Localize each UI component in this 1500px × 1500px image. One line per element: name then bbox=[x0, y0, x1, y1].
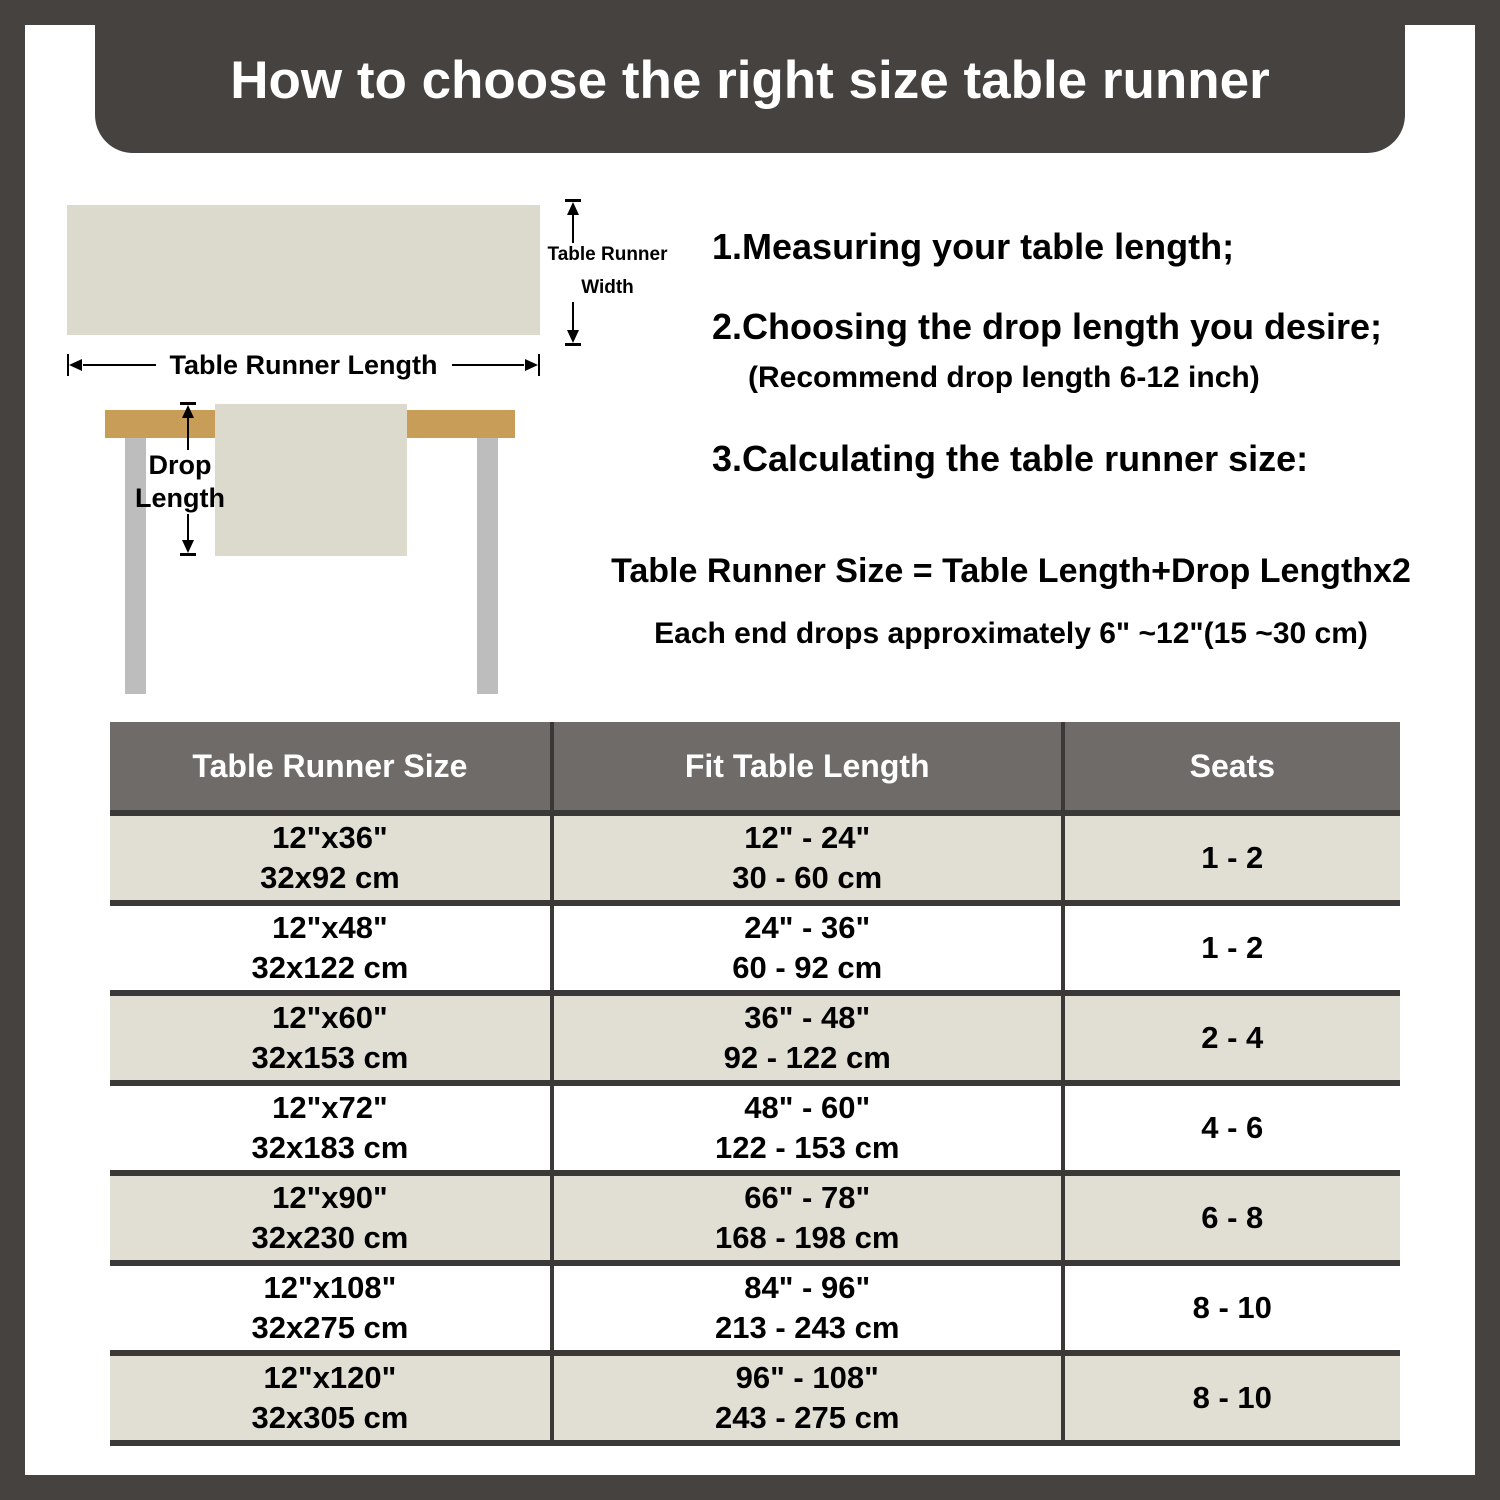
title-banner bbox=[95, 0, 1405, 153]
fit-cm: 243 - 275 cm bbox=[715, 1400, 900, 1435]
runner-size-cell bbox=[110, 1176, 550, 1260]
table-row bbox=[110, 810, 1400, 900]
seats-cell: 1 - 2 bbox=[1201, 930, 1264, 965]
instruction-step-2-note: (Recommend drop length 6-12 inch) bbox=[748, 361, 1260, 394]
fit-inches: 24" - 36" bbox=[744, 910, 871, 945]
column-header-fit-length: Fit Table Length bbox=[550, 722, 1065, 810]
seats-cell: 6 - 8 bbox=[1201, 1200, 1264, 1235]
instruction-step-1: 1.Measuring your table length; bbox=[712, 226, 1235, 267]
fit-cm: 168 - 198 cm bbox=[715, 1220, 900, 1255]
instruction-step-2: 2.Choosing the drop length you desire; bbox=[712, 306, 1383, 347]
seats-cell: 4 - 6 bbox=[1201, 1110, 1264, 1145]
seats-cell: 2 - 4 bbox=[1201, 1020, 1264, 1055]
fit-inches: 48" - 60" bbox=[744, 1090, 871, 1125]
table-row bbox=[110, 900, 1400, 990]
table-row bbox=[110, 1080, 1400, 1170]
drop-arrow-down-icon bbox=[178, 514, 198, 556]
runner-size-cell bbox=[110, 996, 550, 1080]
size-inches: 12"x90" bbox=[272, 1180, 388, 1215]
size-chart-body bbox=[110, 810, 1400, 1446]
seats-cell: 1 - 2 bbox=[1201, 840, 1264, 875]
seats-cell: 8 - 10 bbox=[1192, 1290, 1272, 1325]
table-row bbox=[110, 1350, 1400, 1440]
fit-cm: 60 - 92 cm bbox=[732, 950, 883, 985]
table-row bbox=[110, 1260, 1400, 1350]
size-cm: 32x183 cm bbox=[251, 1130, 409, 1165]
page-title: How to choose the right size table runner bbox=[230, 51, 1270, 110]
size-cm: 32x122 cm bbox=[251, 950, 409, 985]
length-dim-line-left bbox=[83, 364, 156, 366]
drop-arrow-up-icon bbox=[178, 402, 198, 450]
size-cm: 32x275 cm bbox=[251, 1310, 409, 1345]
size-cm: 32x153 cm bbox=[251, 1040, 409, 1075]
fit-length-cell bbox=[550, 1176, 1065, 1260]
runner-size-formula: Table Runner Size = Table Length+Drop Lengthx2 bbox=[611, 552, 1411, 590]
table-leg-right bbox=[477, 438, 498, 694]
size-inches: 12"x36" bbox=[272, 820, 388, 855]
size-cm: 32x92 cm bbox=[260, 860, 400, 895]
fit-inches: 66" - 78" bbox=[744, 1180, 871, 1215]
table-row bbox=[110, 1170, 1400, 1260]
length-arrow-left-icon bbox=[67, 353, 83, 377]
size-cm: 32x230 cm bbox=[251, 1220, 409, 1255]
runner-size-cell bbox=[110, 906, 550, 990]
drop-label-line2: Length bbox=[135, 483, 225, 513]
fit-cm: 122 - 153 cm bbox=[715, 1130, 900, 1165]
fit-inches: 84" - 96" bbox=[744, 1270, 871, 1305]
fit-cm: 92 - 122 cm bbox=[723, 1040, 891, 1075]
drop-label-line1: Drop bbox=[148, 450, 212, 480]
runner-size-cell bbox=[110, 1086, 550, 1170]
fit-length-cell bbox=[550, 996, 1065, 1080]
runner-size-cell bbox=[110, 816, 550, 900]
table-row bbox=[110, 990, 1400, 1080]
width-label-line2: Width bbox=[581, 277, 634, 298]
runner-size-cell bbox=[110, 1356, 550, 1440]
seats-cell: 8 - 10 bbox=[1192, 1380, 1272, 1415]
fit-cm: 30 - 60 cm bbox=[732, 860, 883, 895]
fit-cm: 213 - 243 cm bbox=[715, 1310, 900, 1345]
column-header-runner-size: Table Runner Size bbox=[192, 747, 468, 784]
length-label: Table Runner Length bbox=[169, 349, 438, 380]
size-inches: 12"x60" bbox=[272, 1000, 388, 1035]
fit-length-cell bbox=[550, 1266, 1065, 1350]
length-arrow-right-icon bbox=[524, 353, 540, 377]
fit-inches: 96" - 108" bbox=[735, 1360, 879, 1395]
size-cm: 32x305 cm bbox=[251, 1400, 409, 1435]
width-arrow-up-icon bbox=[563, 199, 583, 243]
fit-inches: 12" - 24" bbox=[744, 820, 871, 855]
width-label-line1: Table Runner bbox=[547, 244, 668, 265]
size-inches: 12"x72" bbox=[272, 1090, 388, 1125]
size-chart-table bbox=[110, 722, 1400, 1446]
fit-length-cell bbox=[550, 1356, 1065, 1440]
runner-top-view bbox=[67, 205, 540, 335]
size-inches: 12"x120" bbox=[263, 1360, 397, 1395]
size-chart-header-row bbox=[110, 722, 1400, 810]
fit-length-cell bbox=[550, 1086, 1065, 1170]
fit-inches: 36" - 48" bbox=[744, 1000, 871, 1035]
drop-approx-note: Each end drops approximately 6" ~12"(15 ~30 cm) bbox=[654, 617, 1368, 650]
size-inches: 12"x108" bbox=[263, 1270, 397, 1305]
runner-size-cell bbox=[110, 1266, 550, 1350]
length-dimension bbox=[67, 351, 540, 379]
instruction-step-3: 3.Calculating the table runner size: bbox=[712, 438, 1309, 479]
column-header-seats: Seats bbox=[1189, 747, 1275, 784]
runner-drape bbox=[215, 404, 407, 556]
length-dim-line-right bbox=[452, 364, 525, 366]
size-inches: 12"x48" bbox=[272, 910, 388, 945]
fit-length-cell bbox=[550, 906, 1065, 990]
width-arrow-down-icon bbox=[563, 302, 583, 346]
fit-length-cell bbox=[550, 816, 1065, 900]
